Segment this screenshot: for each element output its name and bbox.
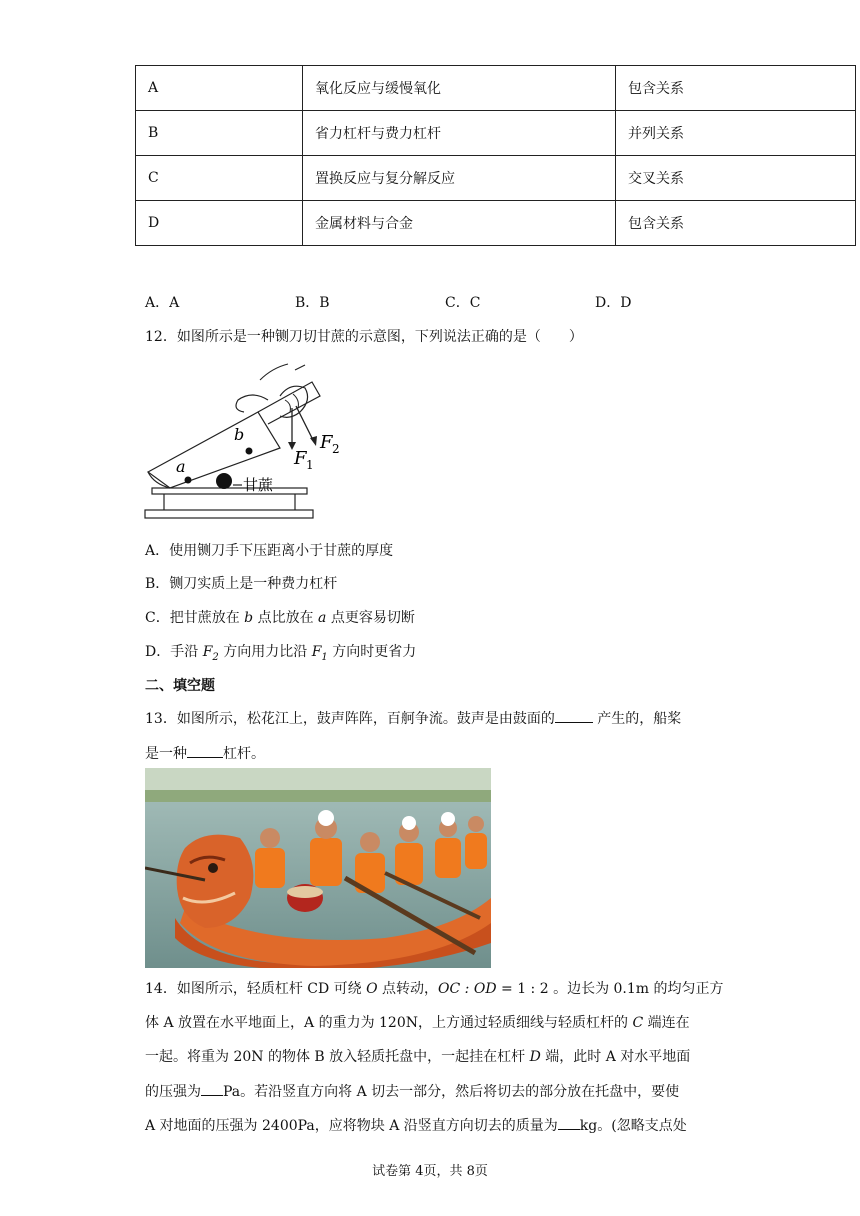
row-label: A: [136, 66, 303, 111]
row-label: D: [136, 201, 303, 246]
label-f2: F: [320, 432, 333, 453]
point-a-dot: [185, 477, 192, 484]
q11-choice-b: B．B: [295, 295, 330, 311]
q11-choice-c: C．C: [445, 295, 481, 311]
label-b: b: [234, 425, 245, 444]
table-row: [136, 111, 856, 156]
row-relation: 交叉关系: [616, 156, 856, 201]
row-label: B: [136, 111, 303, 156]
q12-option-a: A．使用铡刀手下压距离小于甘蔗的厚度: [145, 543, 394, 559]
dragon-boat-photo: [145, 768, 491, 968]
row-label: C: [136, 156, 303, 201]
row-relation: 包含关系: [616, 201, 856, 246]
q14-line-1: 14．如图所示，轻质杠杆 CD 可绕 O 点转动，OC : OD = 1 : 2 。边长为 0.1m 的均匀正方: [145, 981, 724, 997]
label-f1-sub: 1: [306, 458, 314, 472]
point-b-dot: [246, 448, 253, 455]
q12-option-b: B．铡刀实质上是一种费力杠杆: [145, 576, 338, 592]
chopper-figure: [140, 360, 340, 525]
row-items: 省力杠杆与费力杠杆: [303, 111, 616, 156]
row-items: 氧化反应与缓慢氧化: [303, 66, 616, 111]
q13-line-1: 13．如图所示，松花江上，鼓声阵阵，百舸争流。鼓声是由鼓面的 产生的，船桨: [145, 708, 681, 728]
table-row: [136, 156, 856, 201]
row-items: 置换反应与复分解反应: [303, 156, 616, 201]
section-title: 二、填空题: [145, 678, 215, 694]
q14-line-4: 的压强为 Pa。若沿竖直方向将 A 切去一部分，然后将切去的部分放在托盘中，要使: [145, 1081, 679, 1101]
q11-choice-a: A．A: [145, 295, 180, 311]
label-f2-sub: 2: [332, 442, 340, 456]
q14-line-2: 体 A 放置在水平地面上，A 的重力为 120N，上方通过轻质细线与轻质杠杆的 C 端连在: [145, 1015, 690, 1031]
q14-line-3: 一起。将重为 20N 的物体 B 放入轻质托盘中，一起挂在杠杆 D 端，此时 A 对水平地面: [145, 1049, 691, 1065]
label-sugarcane: 甘蔗: [243, 476, 274, 494]
q12-stem: 12．如图所示是一种铡刀切甘蔗的示意图，下列说法正确的是（ ）: [145, 329, 583, 345]
row-items: 金属材料与合金: [303, 201, 616, 246]
sugarcane-dot: [216, 473, 232, 489]
row-relation: 包含关系: [616, 66, 856, 111]
table-row: [136, 201, 856, 246]
q13-line-2: 是一种 杠杆。: [145, 743, 265, 763]
label-a: a: [176, 457, 186, 476]
q12-option-c: C．把甘蔗放在 b 点比放在 a 点更容易切断: [145, 610, 415, 626]
q12-option-d: D．手沿 $F_2$ 方向用力比沿 $F_1$ 方向时更省力: [145, 644, 417, 663]
row-relation: 并列关系: [616, 111, 856, 156]
classification-table: [135, 65, 856, 246]
q11-choice-d: D．D: [595, 295, 632, 311]
q14-line-5: A 对地面的压强为 2400Pa，应将物块 A 沿竖直方向切去的质量为 kg。(忽略支点处: [145, 1115, 687, 1135]
label-f1: F: [294, 448, 307, 469]
table-row: [136, 66, 856, 111]
page-footer: 试卷第 4页，共 8页: [372, 1164, 488, 1179]
